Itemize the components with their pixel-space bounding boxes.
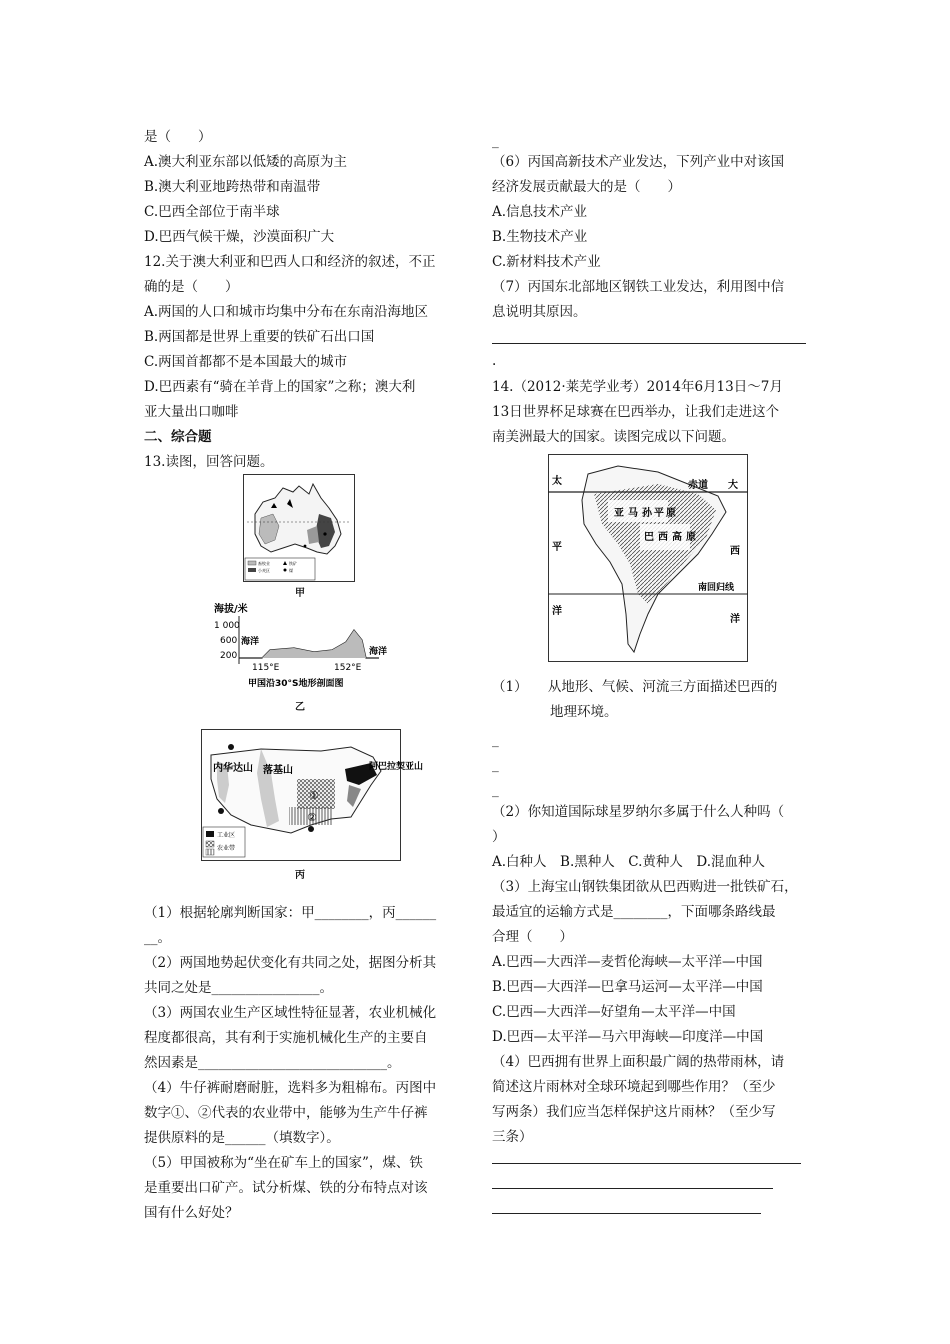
q11-option-b: B.澳大利亚地跨热带和南温带 xyxy=(144,179,321,195)
q14-3-stem-2: 最适宜的运输方式是________，下面哪条路线最 xyxy=(492,904,776,920)
q14-1-a: （1） 从地形、气候、河流三方面描述巴西的 xyxy=(492,679,778,695)
q12-stem-2: 确的是（ ） xyxy=(144,279,239,295)
period-mark: . xyxy=(492,353,497,369)
q14-stem-1: 14.（2012·莱芜学业考）2014年6月13日～7月 xyxy=(492,379,783,395)
xtick-115: 115°E xyxy=(252,663,280,673)
jia-legend-3: 铁矿 xyxy=(289,561,297,566)
q13-part-1a: （1）根据轮廓判断国家：甲________，丙______ xyxy=(144,905,437,921)
answer-line-1 xyxy=(492,1163,801,1164)
q13-part-4a: （4）牛仔裤耐磨耐脏，选料多为粗棉布。丙图中 xyxy=(144,1080,437,1096)
ocean-xi: 西 xyxy=(730,546,740,557)
q13-part-5a: （5）甲国被称为“坐在矿车上的国家”，煤、铁 xyxy=(144,1155,423,1171)
profile-ylabel: 海拔/米 xyxy=(214,604,248,615)
q13-6-option-b: B.生物技术产业 xyxy=(492,229,588,245)
q12-option-b: B.两国都是世界上重要的铁矿石出口国 xyxy=(144,329,375,345)
ocean-ping: 平 xyxy=(552,542,562,553)
q11-option-d: D.巴西气候干燥，沙漠面积广大 xyxy=(144,229,335,245)
label-belt-1: ① xyxy=(309,789,319,802)
brazil-map xyxy=(548,454,748,662)
q14-4-stem-4: 三条） xyxy=(492,1129,533,1145)
q11-tail: 是（ ） xyxy=(144,129,212,145)
q13-part-4b: 数字①、②代表的农业带中，能够为生产牛仔裤 xyxy=(144,1105,428,1121)
ocean-da: 大 xyxy=(728,480,738,491)
q14-3-option-b: B.巴西—大西洋—巴拿马运河—太平洋—中国 xyxy=(492,979,763,995)
usa-map xyxy=(201,729,424,861)
q13-6-option-c: C.新材料技术产业 xyxy=(492,254,601,270)
q13-part-4c: 提供原料的是______（填数字）。 xyxy=(144,1130,340,1146)
jia-legend-1: 畜牧业 xyxy=(258,561,270,566)
q11-option-a: A.澳大利亚东部以低矮的高原为主 xyxy=(144,154,348,170)
plateau-3: 高 xyxy=(672,532,682,543)
q12-option-c: C.两国首都都不是本国最大的城市 xyxy=(144,354,348,370)
q13-part-2b: 共同之处是________________。 xyxy=(144,980,333,996)
q13-stem: 13.读图，回答问题。 xyxy=(144,454,274,470)
australia-map xyxy=(243,474,355,582)
q13-part-1b: __。 xyxy=(144,930,171,946)
usa-map-figure xyxy=(201,729,424,861)
fig-jia-caption: 甲 xyxy=(295,588,305,599)
amazon-2: 马 xyxy=(628,508,638,519)
label-nevada: 内华达山 xyxy=(213,763,253,774)
plateau-1: 巴 xyxy=(644,532,654,543)
q14-1-blank-3: _ xyxy=(492,782,499,798)
q14-3-option-a: A.巴西—大西洋—麦哲伦海峡—太平洋—中国 xyxy=(492,954,763,970)
ocean-yang-left: 洋 xyxy=(552,606,562,617)
amazon-3: 孙 xyxy=(642,508,652,519)
q13-part-3a: （3）两国农业生产区域性特征显著，农业机械化 xyxy=(144,1005,437,1021)
ytick-1000: 1 000 xyxy=(214,621,240,631)
ocean-yang-right: 洋 xyxy=(730,614,740,625)
answer-line-2 xyxy=(492,1188,773,1189)
q13-6-stem-1: （6）丙国高新技术产业发达，下列产业中对该国 xyxy=(492,154,785,170)
q13-7-stem-2: 息说明其原因。 xyxy=(492,304,587,320)
q14-3-option-d: D.巴西—太平洋—马六甲海峡—印度洋—中国 xyxy=(492,1029,764,1045)
profile-left-label: 海洋 xyxy=(241,637,260,647)
label-belt-2: ② xyxy=(307,811,317,824)
bing-legend-2: 农业带 xyxy=(217,845,236,852)
q13-6-option-a: A.信息技术产业 xyxy=(492,204,588,220)
brazil-map-figure xyxy=(548,454,748,662)
q13-part-5c: 国有什么好处？ xyxy=(144,1205,239,1221)
plateau-2: 西 xyxy=(658,532,668,543)
label-appalachian: 阿巴拉契亚山 xyxy=(369,762,424,772)
q14-1-blank-1: _ xyxy=(492,732,499,748)
amazon-5: 原 xyxy=(666,508,676,519)
jia-legend-4: 煤 xyxy=(289,568,293,573)
q14-4-stem-1: （4）巴西拥有世界上面积最广阔的热带雨林，请 xyxy=(492,1054,785,1070)
q14-2-options: A.白种人 B.黑种人 C.黄种人 D.混血种人 xyxy=(492,854,766,870)
amazon-4: 平 xyxy=(654,508,664,519)
q13-part-2a: （2）两国地势起伏变化有共同之处，据图分析其 xyxy=(144,955,437,971)
q14-3-stem-1: （3）上海宝山钢铁集团欲从巴西购进一批铁矿石， xyxy=(492,879,798,895)
profile-title: 甲国沿30°S地形剖面图 xyxy=(248,679,344,689)
q12-option-d-cont: 亚大量出口咖啡 xyxy=(144,404,239,420)
q14-stem-3: 南美洲最大的国家。读图完成以下问题。 xyxy=(492,429,735,445)
tropic-label: 南回归线 xyxy=(698,583,735,593)
jia-legend-2: 小麦区 xyxy=(258,568,270,573)
terrain-profile xyxy=(214,602,389,698)
answer-line-3 xyxy=(492,1213,761,1214)
q13-part-3c: 然因素是____________________________。 xyxy=(144,1055,401,1071)
q14-2-close: ） xyxy=(492,829,506,845)
ytick-200: 200 xyxy=(220,651,238,661)
plateau-4: 原 xyxy=(686,532,696,543)
q14-1-blank-2: _ xyxy=(492,757,499,773)
q14-4-stem-2: 简述这片雨林对全球环境起到哪些作用？（至少 xyxy=(492,1079,776,1095)
bing-legend-1: 工业区 xyxy=(217,832,236,839)
q12-option-a: A.两国的人口和城市均集中分布在东南沿海地区 xyxy=(144,304,429,320)
q13-7-stem-1: （7）丙国东北部地区钢铁工业发达，利用图中信 xyxy=(492,279,785,295)
q14-3-stem-3: 合理（ ） xyxy=(492,929,573,945)
q13-6-stem-2: 经济发展贡献最大的是（ ） xyxy=(492,179,681,195)
section-title: 二、综合题 xyxy=(144,429,212,445)
q12-option-d: D.巴西素有“骑在羊背上的国家”之称；澳大利 xyxy=(144,379,416,395)
q14-1-b: 地理环境。 xyxy=(550,704,618,720)
q14-2-stem: （2）你知道国际球星罗纳尔多属于什么人种吗（ xyxy=(492,804,785,820)
q13-part-3b: 程度都很高，其有利于实施机械化生产的主要自 xyxy=(144,1030,428,1046)
xtick-152: 152°E xyxy=(334,663,362,673)
answer-line xyxy=(492,343,806,344)
q13-part-5b: 是重要出口矿产。试分析煤、铁的分布特点对该 xyxy=(144,1180,428,1196)
fig-bing-caption: 丙 xyxy=(295,870,305,881)
ocean-tai: 太 xyxy=(552,476,562,487)
label-rocky: 落基山 xyxy=(263,765,293,776)
answer-blank-top: _ xyxy=(492,133,499,149)
profile-figure xyxy=(214,602,389,698)
q14-4-stem-3: 写两条）我们应当怎样保护这片雨林？（至少写 xyxy=(492,1104,776,1120)
australia-map-figure xyxy=(243,474,355,582)
profile-right-label: 海洋 xyxy=(369,647,388,657)
equator-label: 赤道 xyxy=(688,480,708,491)
q14-3-option-c: C.巴西—大西洋—好望角—太平洋—中国 xyxy=(492,1004,736,1020)
q12-stem-1: 12.关于澳大利亚和巴西人口和经济的叙述，不正 xyxy=(144,254,436,270)
amazon-1: 亚 xyxy=(614,508,624,519)
q14-stem-2: 13日世界杯足球赛在巴西举办，让我们走进这个 xyxy=(492,404,780,420)
q11-option-c: C.巴西全部位于南半球 xyxy=(144,204,280,220)
ytick-600: 600 xyxy=(220,636,238,646)
fig-yi-caption: 乙 xyxy=(295,702,305,713)
